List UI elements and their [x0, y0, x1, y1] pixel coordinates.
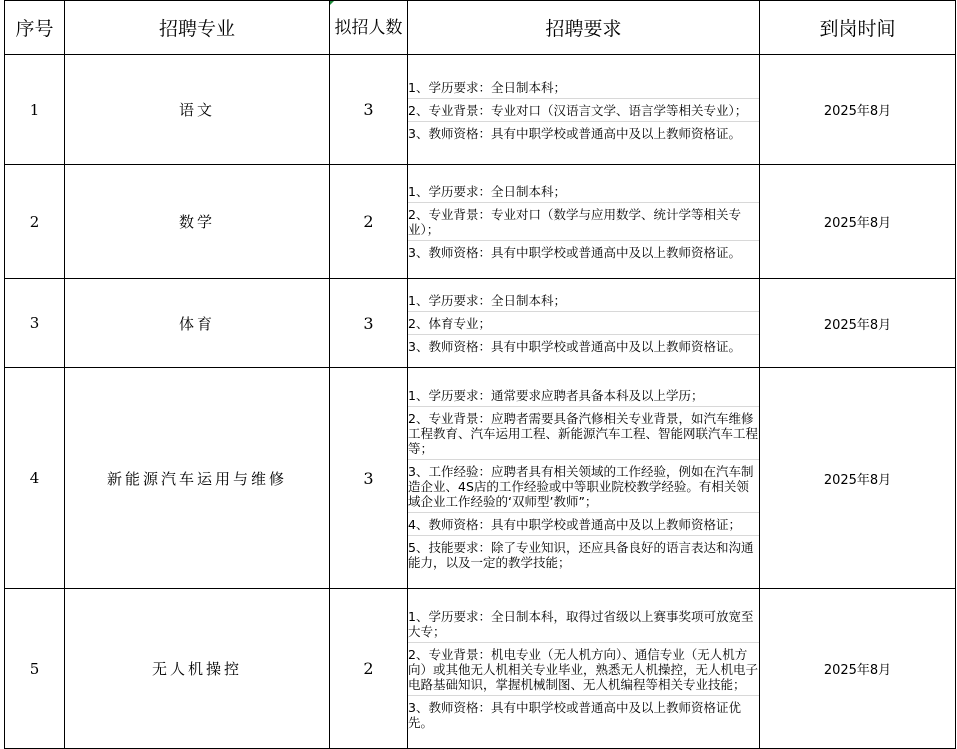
row-start-date[interactable]: 2025年8月 [760, 55, 956, 165]
requirement-item: 3、工作经验：应聘者具有相关领域的工作经验，例如在汽车制造企业、4S店的工作经验或中等职业院校教学经验。有相关领域企业工作经验的‘双师型’教师”； [408, 459, 759, 512]
row-count[interactable]: 2 [330, 589, 408, 749]
row-start-date[interactable]: 2025年8月 [760, 279, 956, 368]
header-requirements[interactable]: 招聘要求 [408, 1, 760, 55]
table-row [5, 368, 956, 589]
row-major[interactable]: 体育 [65, 279, 330, 368]
requirement-item: 4、教师资格：具有中职学校或普通高中及以上教师资格证； [408, 512, 759, 535]
requirement-item: 3、教师资格：具有中职学校或普通高中及以上教师资格证。 [408, 240, 759, 263]
row-index[interactable]: 2 [5, 165, 65, 279]
row-major[interactable]: 语文 [65, 55, 330, 165]
row-requirements[interactable] [408, 55, 760, 165]
table-row [5, 165, 956, 279]
row-major[interactable]: 无人机操控 [65, 589, 330, 749]
requirement-item: 2、体育专业； [408, 311, 759, 334]
table-row [5, 589, 956, 749]
table-row [5, 55, 956, 165]
row-major[interactable]: 新能源汽车运用与维修 [65, 368, 330, 589]
requirement-item: 1、学历要求：全日制本科； [408, 293, 566, 308]
row-count[interactable]: 3 [330, 368, 408, 589]
header-row [5, 1, 956, 55]
header-major[interactable]: 招聘专业 [65, 1, 330, 55]
requirement-item: 1、学历要求：通常要求应聘者具备本科及以上学历； [408, 387, 704, 403]
requirement-item: 2、专业背景：机电专业（无人机方向）、通信专业（无人机方向）或其他无人机相关专业毕业，熟悉无人机操控，无人机电子电路基础知识，掌握机械制图、无人机编程等相关专业技能； [408, 642, 759, 695]
requirement-item: 1、学历要求：全日制本科； [408, 184, 566, 199]
row-count[interactable]: 3 [330, 55, 408, 165]
requirement-item: 1、学历要求：全日制本科，取得过省级以上赛事奖项可放宽至大专； [408, 608, 754, 639]
row-index[interactable]: 1 [5, 55, 65, 165]
row-count[interactable]: 2 [330, 165, 408, 279]
row-requirements[interactable] [408, 279, 760, 368]
requirement-item: 2、专业背景：应聘者需要具备汽修相关专业背景，如汽车维修工程教育、汽车运用工程、新能源汽车工程、智能网联汽车工程等； [408, 406, 759, 459]
row-index[interactable]: 4 [5, 368, 65, 589]
row-requirements[interactable] [408, 368, 760, 589]
row-requirements[interactable] [408, 165, 760, 279]
header-index[interactable]: 序号 [5, 1, 65, 55]
header-start-date[interactable]: 到岗时间 [760, 1, 956, 55]
requirement-item: 3、教师资格：具有中职学校或普通高中及以上教师资格证。 [408, 121, 759, 144]
requirement-item: 1、学历要求：全日制本科； [408, 79, 566, 95]
requirement-item: 5、技能要求：除了专业知识，还应具备良好的语言表达和沟通能力，以及一定的教学技能； [408, 535, 759, 573]
row-index[interactable]: 3 [5, 279, 65, 368]
table-row [5, 279, 956, 368]
row-start-date[interactable]: 2025年8月 [760, 165, 956, 279]
requirement-item: 3、教师资格：具有中职学校或普通高中及以上教师资格证。 [408, 334, 759, 357]
row-start-date[interactable]: 2025年8月 [760, 589, 956, 749]
requirement-item: 3、教师资格：具有中职学校或普通高中及以上教师资格证优先。 [408, 695, 759, 733]
recruitment-table [4, 0, 956, 749]
requirement-item: 2、专业背景：专业对口（汉语言文学、语言学等相关专业）； [408, 98, 759, 121]
row-start-date[interactable]: 2025年8月 [760, 368, 956, 589]
row-index[interactable]: 5 [5, 589, 65, 749]
row-major[interactable]: 数学 [65, 165, 330, 279]
requirement-item: 2、专业背景：专业对口（数学与应用数学、统计学等相关专业）； [408, 202, 759, 240]
row-count[interactable]: 3 [330, 279, 408, 368]
header-count[interactable]: 拟招人数 [330, 1, 408, 55]
row-requirements[interactable] [408, 589, 760, 749]
